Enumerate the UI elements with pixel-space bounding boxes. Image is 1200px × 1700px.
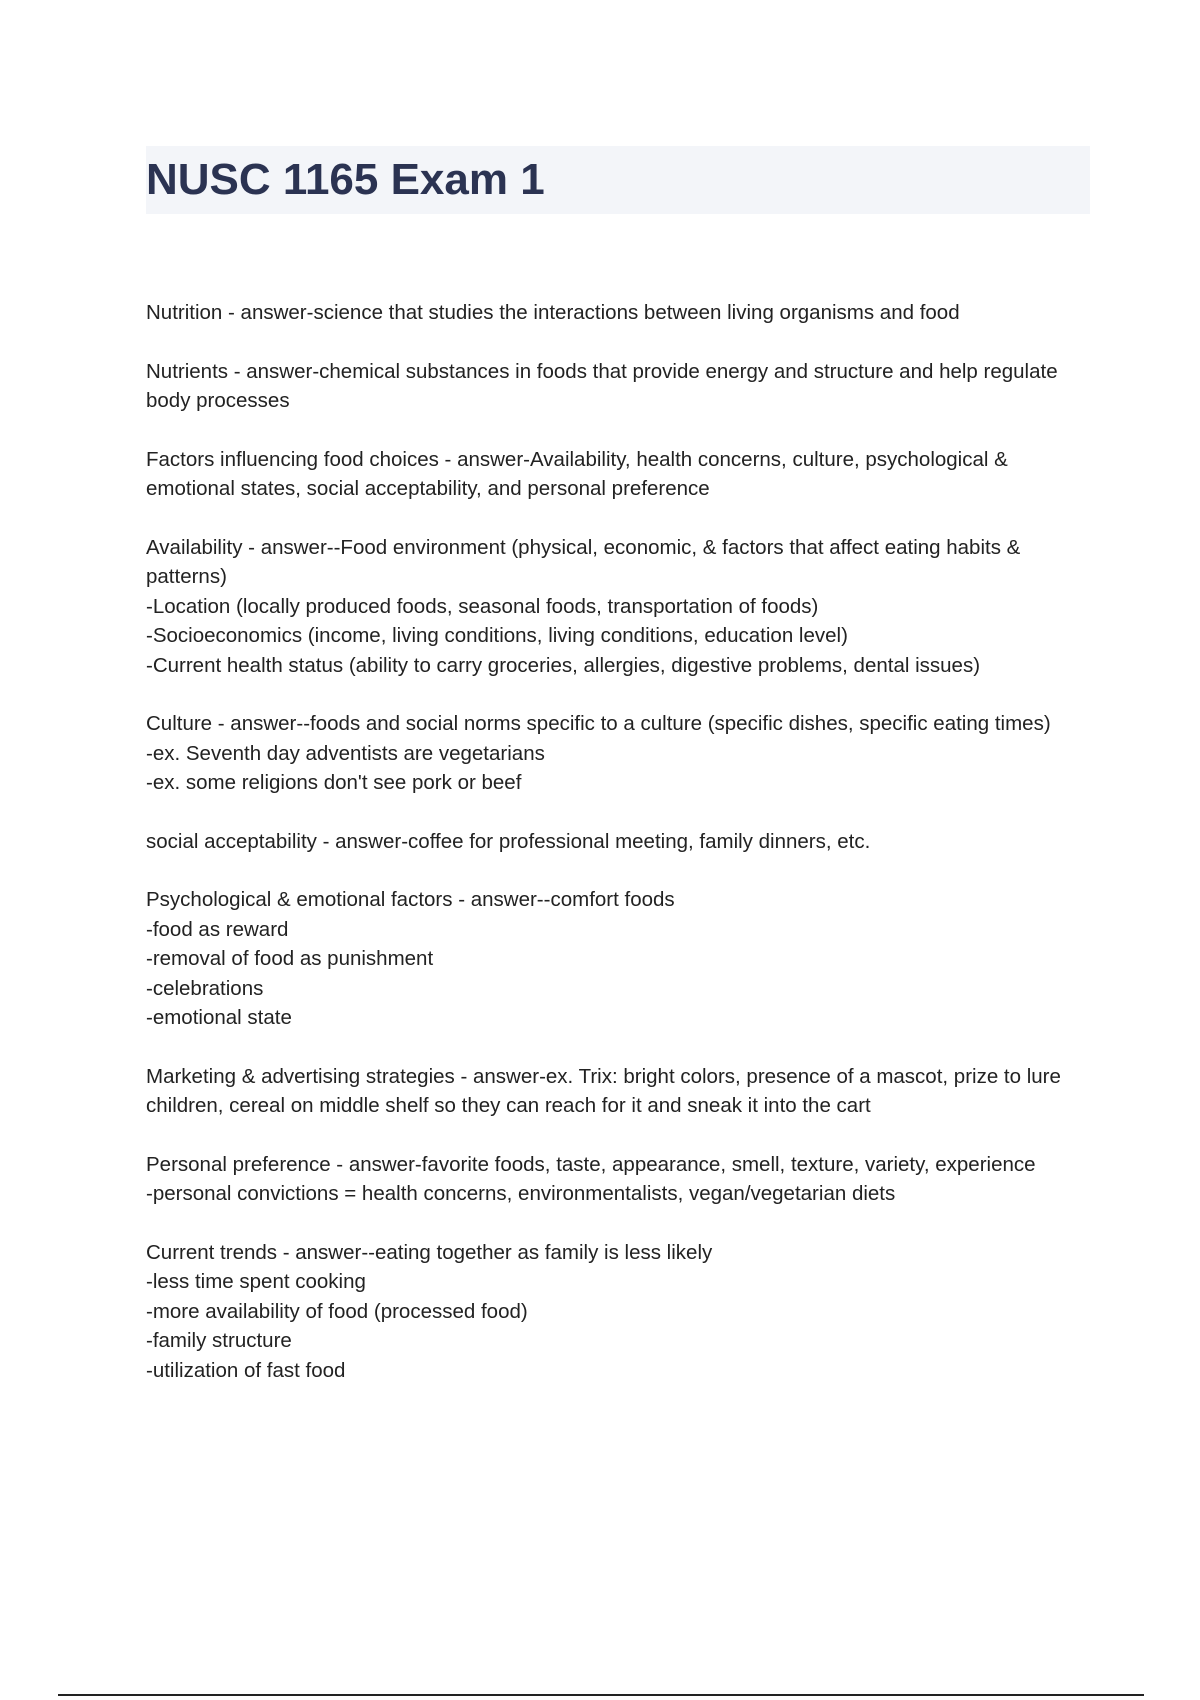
entry-availability [146, 533, 1086, 681]
entry-line: -Current health status (ability to carry groceries, allergies, digestive problems, dental issues) [146, 653, 981, 677]
entry-line: Nutrition - answer-science that studies the interactions between living organisms and food [146, 301, 960, 324]
entry-line: -family structure [146, 1329, 292, 1352]
entry-line: -food as reward [146, 917, 289, 941]
entry-line: -utilization of fast food [146, 1358, 346, 1382]
entry-personal-preference [146, 1150, 1086, 1209]
entry-line: -emotional state [146, 1006, 292, 1029]
entry-nutrients [146, 357, 1086, 416]
entry-line: social acceptability - answer-coffee for professional meeting, family dinners, etc. [146, 829, 871, 853]
entry-line: -Location (locally produced foods, seasonal foods, transportation of foods) [146, 594, 819, 618]
entry-culture [146, 709, 1086, 798]
entry-line: -Socioeconomics (income, living conditions, living conditions, education level) [146, 624, 848, 647]
entry-line: -less time spent cooking [146, 1270, 366, 1293]
entry-line: Current trends - answer--eating together as family is less likely [146, 1240, 713, 1264]
entry-line: Factors influencing food choices - answer-Availability, health concerns, culture, psychological & emotional states, social acceptability, and personal preference [146, 447, 1008, 500]
entry-line: -ex. some religions don't see pork or beef [146, 771, 522, 794]
entry-line: Marketing & advertising strategies - answer-ex. Trix: bright colors, presence of a mascot, prize to lure children, cereal on middle shelf so they can reach for it and sneak it into the cart [146, 1064, 1061, 1117]
entry-line: -personal convictions = health concerns, environmentalists, vegan/vegetarian diets [146, 1182, 896, 1205]
entry-line: Psychological & emotional factors - answer--comfort foods [146, 888, 675, 911]
entry-current-trends [146, 1238, 1086, 1386]
entry-social-acceptability [146, 827, 1086, 857]
entry-line: -celebrations [146, 976, 264, 1000]
page-bottom-divider [58, 1694, 1144, 1696]
entry-line: Personal preference - answer-favorite foods, taste, appearance, smell, texture, variety, experience [146, 1152, 1036, 1176]
entry-line: -ex. Seventh day adventists are vegetarians [146, 741, 545, 765]
entry-line: -removal of food as punishment [146, 947, 434, 970]
entry-line: Availability - answer--Food environment (physical, economic, & factors that affect eating habits & patterns) [146, 535, 1021, 588]
page-title: NUSC 1165 Exam 1 [146, 155, 545, 204]
entry-line: -more availability of food (processed food) [146, 1299, 528, 1323]
entry-marketing-advertising [146, 1062, 1086, 1121]
entry-nutrition [146, 298, 1086, 328]
flashcard-list [146, 298, 1086, 1414]
entry-factors-influencing-food-choices [146, 445, 1086, 504]
entry-line: Culture - answer--foods and social norms specific to a culture (specific dishes, specific eating times) [146, 712, 1051, 735]
entry-line: Nutrients - answer-chemical substances in foods that provide energy and structure and help regulate body processes [146, 359, 1058, 412]
entry-psychological-emotional-factors [146, 885, 1086, 1033]
